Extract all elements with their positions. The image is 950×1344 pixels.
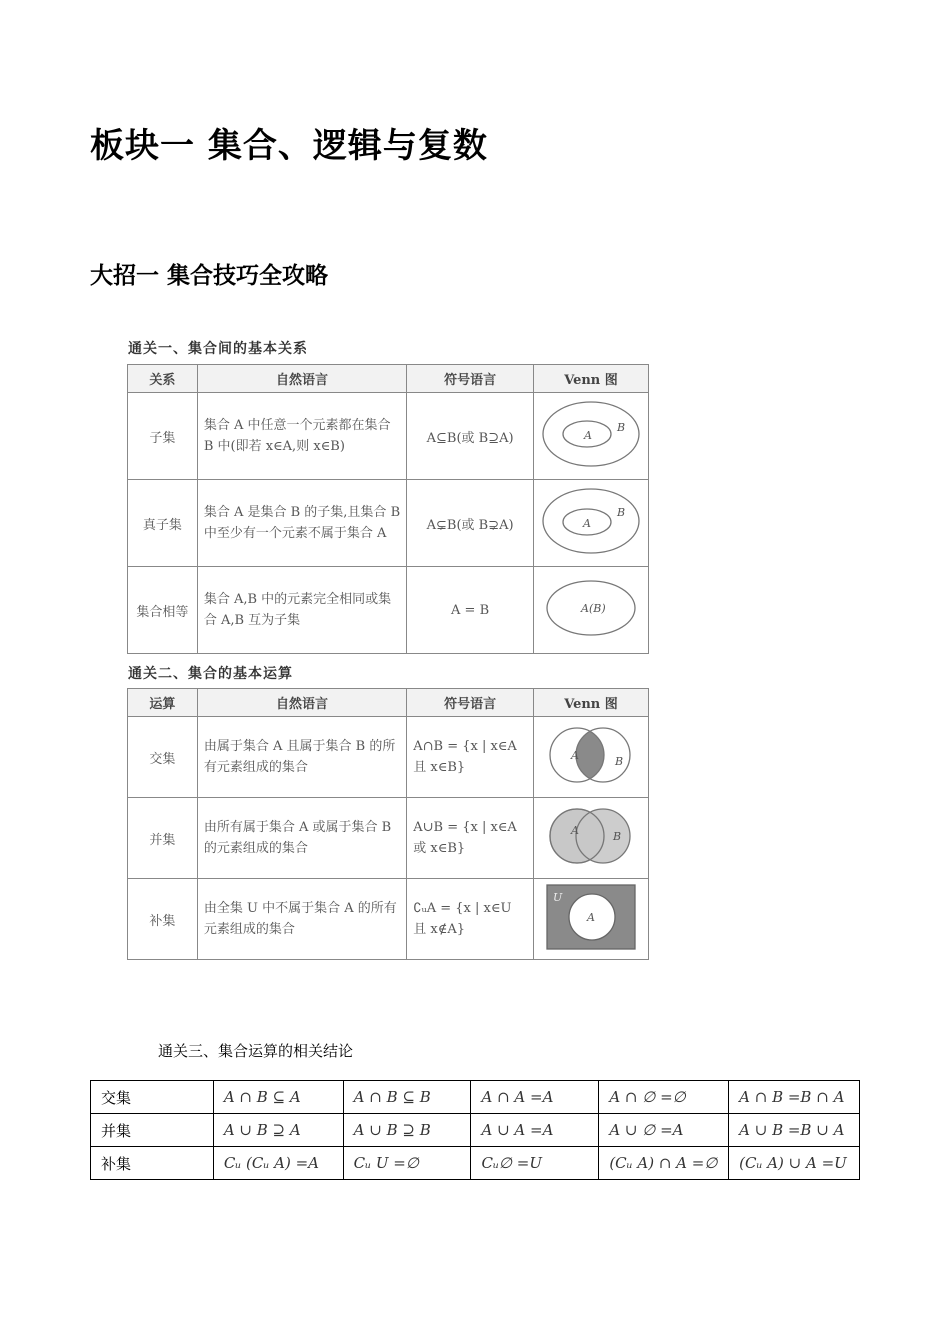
venn-label-b: B: [616, 506, 626, 519]
row-label: 交集: [91, 1081, 214, 1114]
venn-cell: [533, 879, 648, 960]
table-row: [91, 1147, 860, 1180]
formula-cell: Cᵤ U =∅: [343, 1147, 471, 1180]
symbol-language: A⊊B(或 B⊋A): [407, 480, 534, 567]
table-row: [128, 879, 649, 960]
relation-name: 集合相等: [128, 567, 198, 654]
formula-cell: A ∪ B =B ∪ A: [729, 1114, 860, 1147]
table-row: [128, 717, 649, 798]
table-row: [91, 1081, 860, 1114]
relation-name: 真子集: [128, 480, 198, 567]
formula-cell: A ∩ ∅ =∅: [599, 1081, 729, 1114]
venn-proper-subset-diagram: [535, 480, 647, 562]
header-cell: 符号语言: [407, 689, 534, 717]
formula-cell: Cᵤ (Cᵤ A) =A: [213, 1147, 343, 1180]
conclusions-table: [90, 1080, 860, 1180]
operations-table: [127, 688, 649, 960]
level1-caption: 通关一、集合间的基本关系: [128, 341, 308, 357]
row-label: 并集: [91, 1114, 214, 1147]
symbol-language: A = B: [407, 567, 534, 654]
formula-cell: A ∩ A =A: [471, 1081, 599, 1114]
header-cell: 自然语言: [197, 365, 406, 393]
table-row: [91, 1114, 860, 1147]
natural-language: 集合 A 是集合 B 的子集,且集合 B 中至少有一个元素不属于集合 A: [197, 480, 406, 567]
natural-language: 集合 A 中任意一个元素都在集合 B 中(即若 x∈A,则 x∈B): [197, 393, 406, 480]
venn-label-a: A: [570, 824, 579, 837]
table-row: [128, 393, 649, 480]
venn-label-a: A: [570, 749, 579, 762]
symbol-language: ∁ᵤA = {x | x∈U 且 x∉A}: [407, 879, 534, 960]
venn-cell: [533, 798, 648, 879]
operation-name: 交集: [128, 717, 198, 798]
formula-cell: A ∪ ∅ =A: [599, 1114, 729, 1147]
venn-cell: [533, 567, 648, 654]
formula-cell: A ∪ A =A: [471, 1114, 599, 1147]
section-title: 大招一 集合技巧全攻略: [90, 263, 329, 289]
venn-cell: [533, 393, 648, 480]
formula-cell: A ∩ B ⊆ B: [343, 1081, 471, 1114]
natural-language: 由所有属于集合 A 或属于集合 B 的元素组成的集合: [197, 798, 406, 879]
header-cell: Venn 图: [533, 689, 648, 717]
venn-label-b: B: [616, 421, 626, 434]
venn-intersection-diagram: [535, 717, 647, 793]
table-header-row: [128, 689, 649, 717]
venn-equal-diagram: [535, 567, 647, 649]
relation-name: 子集: [128, 393, 198, 480]
relations-table: [127, 364, 649, 654]
formula-cell: Cᵤ∅ =U: [471, 1147, 599, 1180]
venn-label-a: A: [582, 517, 591, 530]
page-title: 板块一 集合、逻辑与复数: [90, 126, 488, 166]
formula-cell: (Cᵤ A) ∩ A =∅: [599, 1147, 729, 1180]
symbol-language: A∪B = {x | x∈A 或 x∈B}: [407, 798, 534, 879]
natural-language: 由属于集合 A 且属于集合 B 的所有元素组成的集合: [197, 717, 406, 798]
level2-caption: 通关二、集合的基本运算: [128, 666, 293, 682]
venn-cell: [533, 717, 648, 798]
header-cell: 符号语言: [407, 365, 534, 393]
table-header-row: [128, 365, 649, 393]
header-cell: Venn 图: [533, 365, 648, 393]
operation-name: 并集: [128, 798, 198, 879]
header-cell: 自然语言: [197, 689, 406, 717]
venn-label-u: U: [552, 891, 563, 904]
header-cell: 运算: [128, 689, 198, 717]
venn-label-b: B: [612, 830, 622, 843]
natural-language: 集合 A,B 中的元素完全相同或集合 A,B 互为子集: [197, 567, 406, 654]
formula-cell: A ∩ B =B ∩ A: [729, 1081, 860, 1114]
header-cell: 关系: [128, 365, 198, 393]
venn-subset-diagram: [535, 393, 647, 475]
table-row: [128, 480, 649, 567]
formula-cell: (Cᵤ A) ∪ A =U: [729, 1147, 860, 1180]
venn-cell: [533, 480, 648, 567]
venn-label-a: A: [586, 911, 595, 924]
formula-cell: A ∩ B ⊆ A: [213, 1081, 343, 1114]
venn-label-a: A: [583, 429, 592, 442]
venn-complement-diagram: [535, 879, 647, 955]
level3-caption: 通关三、集合运算的相关结论: [158, 1042, 354, 1060]
table-row: [128, 567, 649, 654]
natural-language: 由全集 U 中不属于集合 A 的所有元素组成的集合: [197, 879, 406, 960]
formula-cell: A ∪ B ⊇ A: [213, 1114, 343, 1147]
formula-cell: A ∪ B ⊇ B: [343, 1114, 471, 1147]
venn-label-b: B: [614, 755, 624, 768]
symbol-language: A⊆B(或 B⊇A): [407, 393, 534, 480]
operation-name: 补集: [128, 879, 198, 960]
venn-union-diagram: [535, 798, 647, 874]
symbol-language: A∩B = {x | x∈A 且 x∈B}: [407, 717, 534, 798]
table-row: [128, 798, 649, 879]
venn-label-ab: A(B): [580, 602, 606, 615]
row-label: 补集: [91, 1147, 214, 1180]
